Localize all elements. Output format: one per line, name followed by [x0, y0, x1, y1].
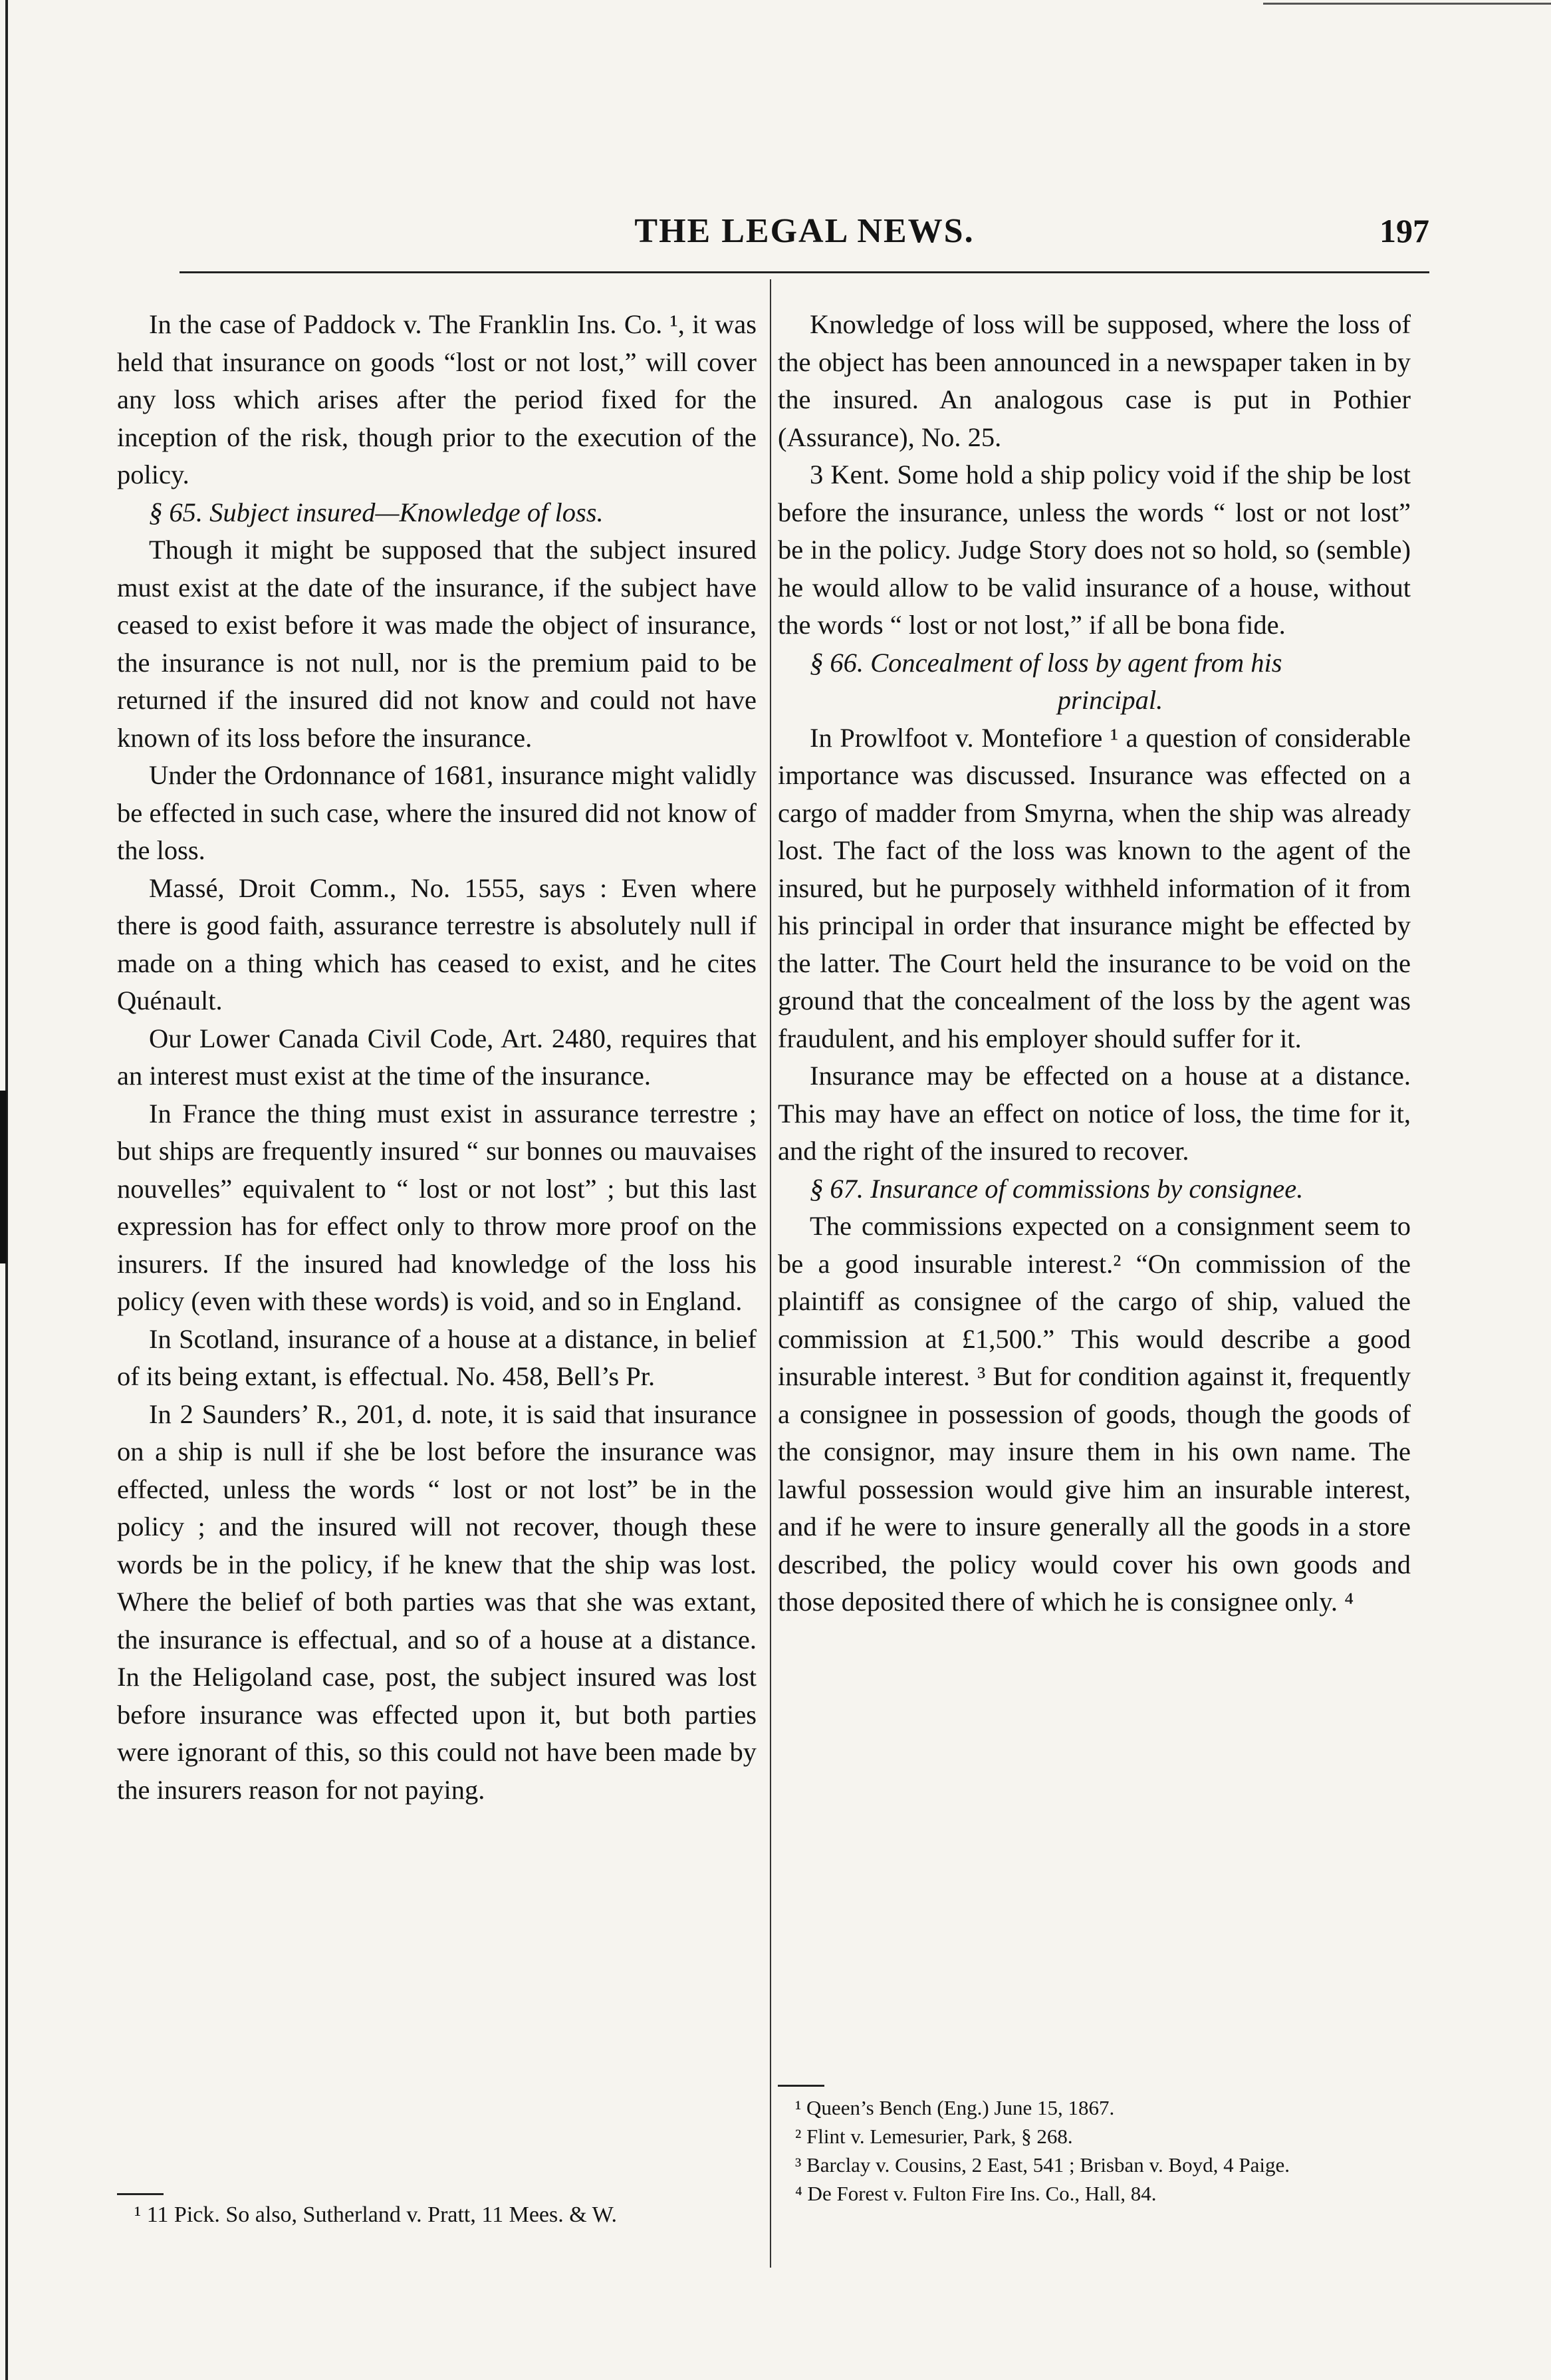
- header-rule: [179, 271, 1429, 273]
- paragraph: 3 Kent. Some hold a ship policy void if the ship be lost before the insurance, unless the words “ lost or not lost” be in the policy. Judge Story does not so hold, so (semble) he would allow to be valid insurance of a house, without the words “ lost or not lost,” if all be bona fide.: [778, 460, 1411, 640]
- footnote: ⁴ De Forest v. Fulton Fire Ins. Co., Hall, 84.: [795, 2182, 1157, 2205]
- paragraph: In the case of Paddock v. The Franklin Ins. Co. ¹, it was held that insurance on goods “lost or not lost,” will cover any loss which arises after the period fixed for the inception of the risk, though prior to the execution of the policy.: [117, 309, 757, 489]
- paragraph: Though it might be supposed that the subject insured must exist at the date of the insurance, if the subject have ceased to exist before it was made the object of insurance, the insurance is not null, nor is the premium paid to be returned if the insured did not know and could not have known of its loss before the insurance.: [117, 535, 757, 753]
- section-heading: § 67. Insurance of commissions by consignee.: [810, 1173, 1304, 1204]
- paragraph: Under the Ordonnance of 1681, insurance might validly be effected in such case, where the insured did not know of the loss.: [117, 760, 757, 865]
- column-divider: [770, 279, 771, 2268]
- footnote: ² Flint v. Lemesurier, Park, § 268.: [795, 2125, 1073, 2148]
- paragraph: In Prowlfoot v. Montefiore ¹ a question of considerable importance was discussed. Insurance was effected on a cargo of madder from Smyrna, when the ship was already lost. The fact of the loss was known to the agent of the insured, but he purposely withheld information of it from his principal in order that insurance might be effected by the latter. The Court held the insurance to be void on the ground that the concealment of the loss by the agent was fraudulent, and his employer should suffer for it.: [778, 722, 1411, 1053]
- running-title: THE LEGAL NEWS.: [634, 212, 975, 250]
- footnote: ¹ 11 Pick. So also, Sutherland v. Pratt, 11 Mees. & W.: [134, 2202, 618, 2227]
- scan-top-line: [1263, 3, 1551, 5]
- left-footnotes: [117, 2201, 757, 2229]
- paragraph: Insurance may be effected on a house at a distance. This may have an effect on notice of loss, the time for it, and the right of the insured to recover.: [778, 1061, 1411, 1166]
- section-heading: § 66. Concealment of loss by agent from his: [810, 647, 1282, 678]
- footnote-rule: [778, 2085, 824, 2087]
- footnote-rule: [117, 2193, 164, 2195]
- paragraph: Our Lower Canada Civil Code, Art. 2480, requires that an interest must exist at the time of the insurance.: [117, 1023, 757, 1091]
- paragraph: Knowledge of loss will be supposed, where the loss of the object has been announced in a newspaper taken in by the insured. An analogous case is put in Pothier (Assurance), No. 25.: [778, 309, 1411, 452]
- right-footnotes: [778, 2093, 1411, 2208]
- section-heading-continued: principal.: [1057, 685, 1163, 715]
- footnote: ¹ Queen’s Bench (Eng.) June 15, 1867.: [795, 2096, 1115, 2119]
- paragraph: In 2 Saunders’ R., 201, d. note, it is said that insurance on a ship is null if she be lost before the insurance was effected, unless the words “ lost or not lost” be in the policy ; and the insured will not recover, though these words be in the policy, if he knew that the ship was lost. Where the belief of both parties was that she was extant, the insurance is effectual, and so of a house at a distance. In the Heligoland case, post, the subject insured was lost before insurance was effected upon it, but both parties were ignorant of this, so this could not have been made by the insurers reason for not paying.: [117, 1398, 757, 1805]
- right-column: [778, 306, 1411, 1621]
- paragraph: In Scotland, insurance of a house at a distance, in belief of its being extant, is effectual. No. 458, Bell’s Pr.: [117, 1323, 757, 1391]
- paragraph: The commissions expected on a consignment seem to be a good insurable interest.² “On commission of the plaintiff as consignee of the cargo of ship, valued the commission at £1,500.” This would describe a good insurable interest. ³ But for condition against it, frequently a consignee in possession of goods, though the goods of the consignor, may insure them in his own name. The lawful possession would give him an insurable interest, and if he were to insure generally all the goods in a store described, the policy would cover his own goods and those deposited there of which he is consignee only. ⁴: [778, 1211, 1411, 1617]
- footnote: ³ Barclay v. Cousins, 2 East, 541 ; Brisban v. Boyd, 4 Paige.: [795, 2153, 1290, 2177]
- left-column: [117, 306, 757, 1809]
- page-number: 197: [1379, 212, 1429, 249]
- section-heading: § 65. Subject insured—Knowledge of loss.: [149, 497, 604, 527]
- page-header: [179, 211, 1429, 258]
- scan-edge-mark: [0, 1091, 7, 1263]
- paragraph: In France the thing must exist in assurance terrestre ; but ships are frequently insured “ sur bonnes ou mauvaises nouvelles” equivalent to “ lost or not lost” ; but this last expression has for effect only to throw more proof on the insurers. If the insured had knowledge of the loss his policy (even with these words) is void, and so in England.: [117, 1098, 757, 1316]
- paragraph: Massé, Droit Comm., No. 1555, says : Even where there is good faith, assurance terrestre is absolutely null if made on a thing which has ceased to exist, and he cites Quénault.: [117, 872, 757, 1015]
